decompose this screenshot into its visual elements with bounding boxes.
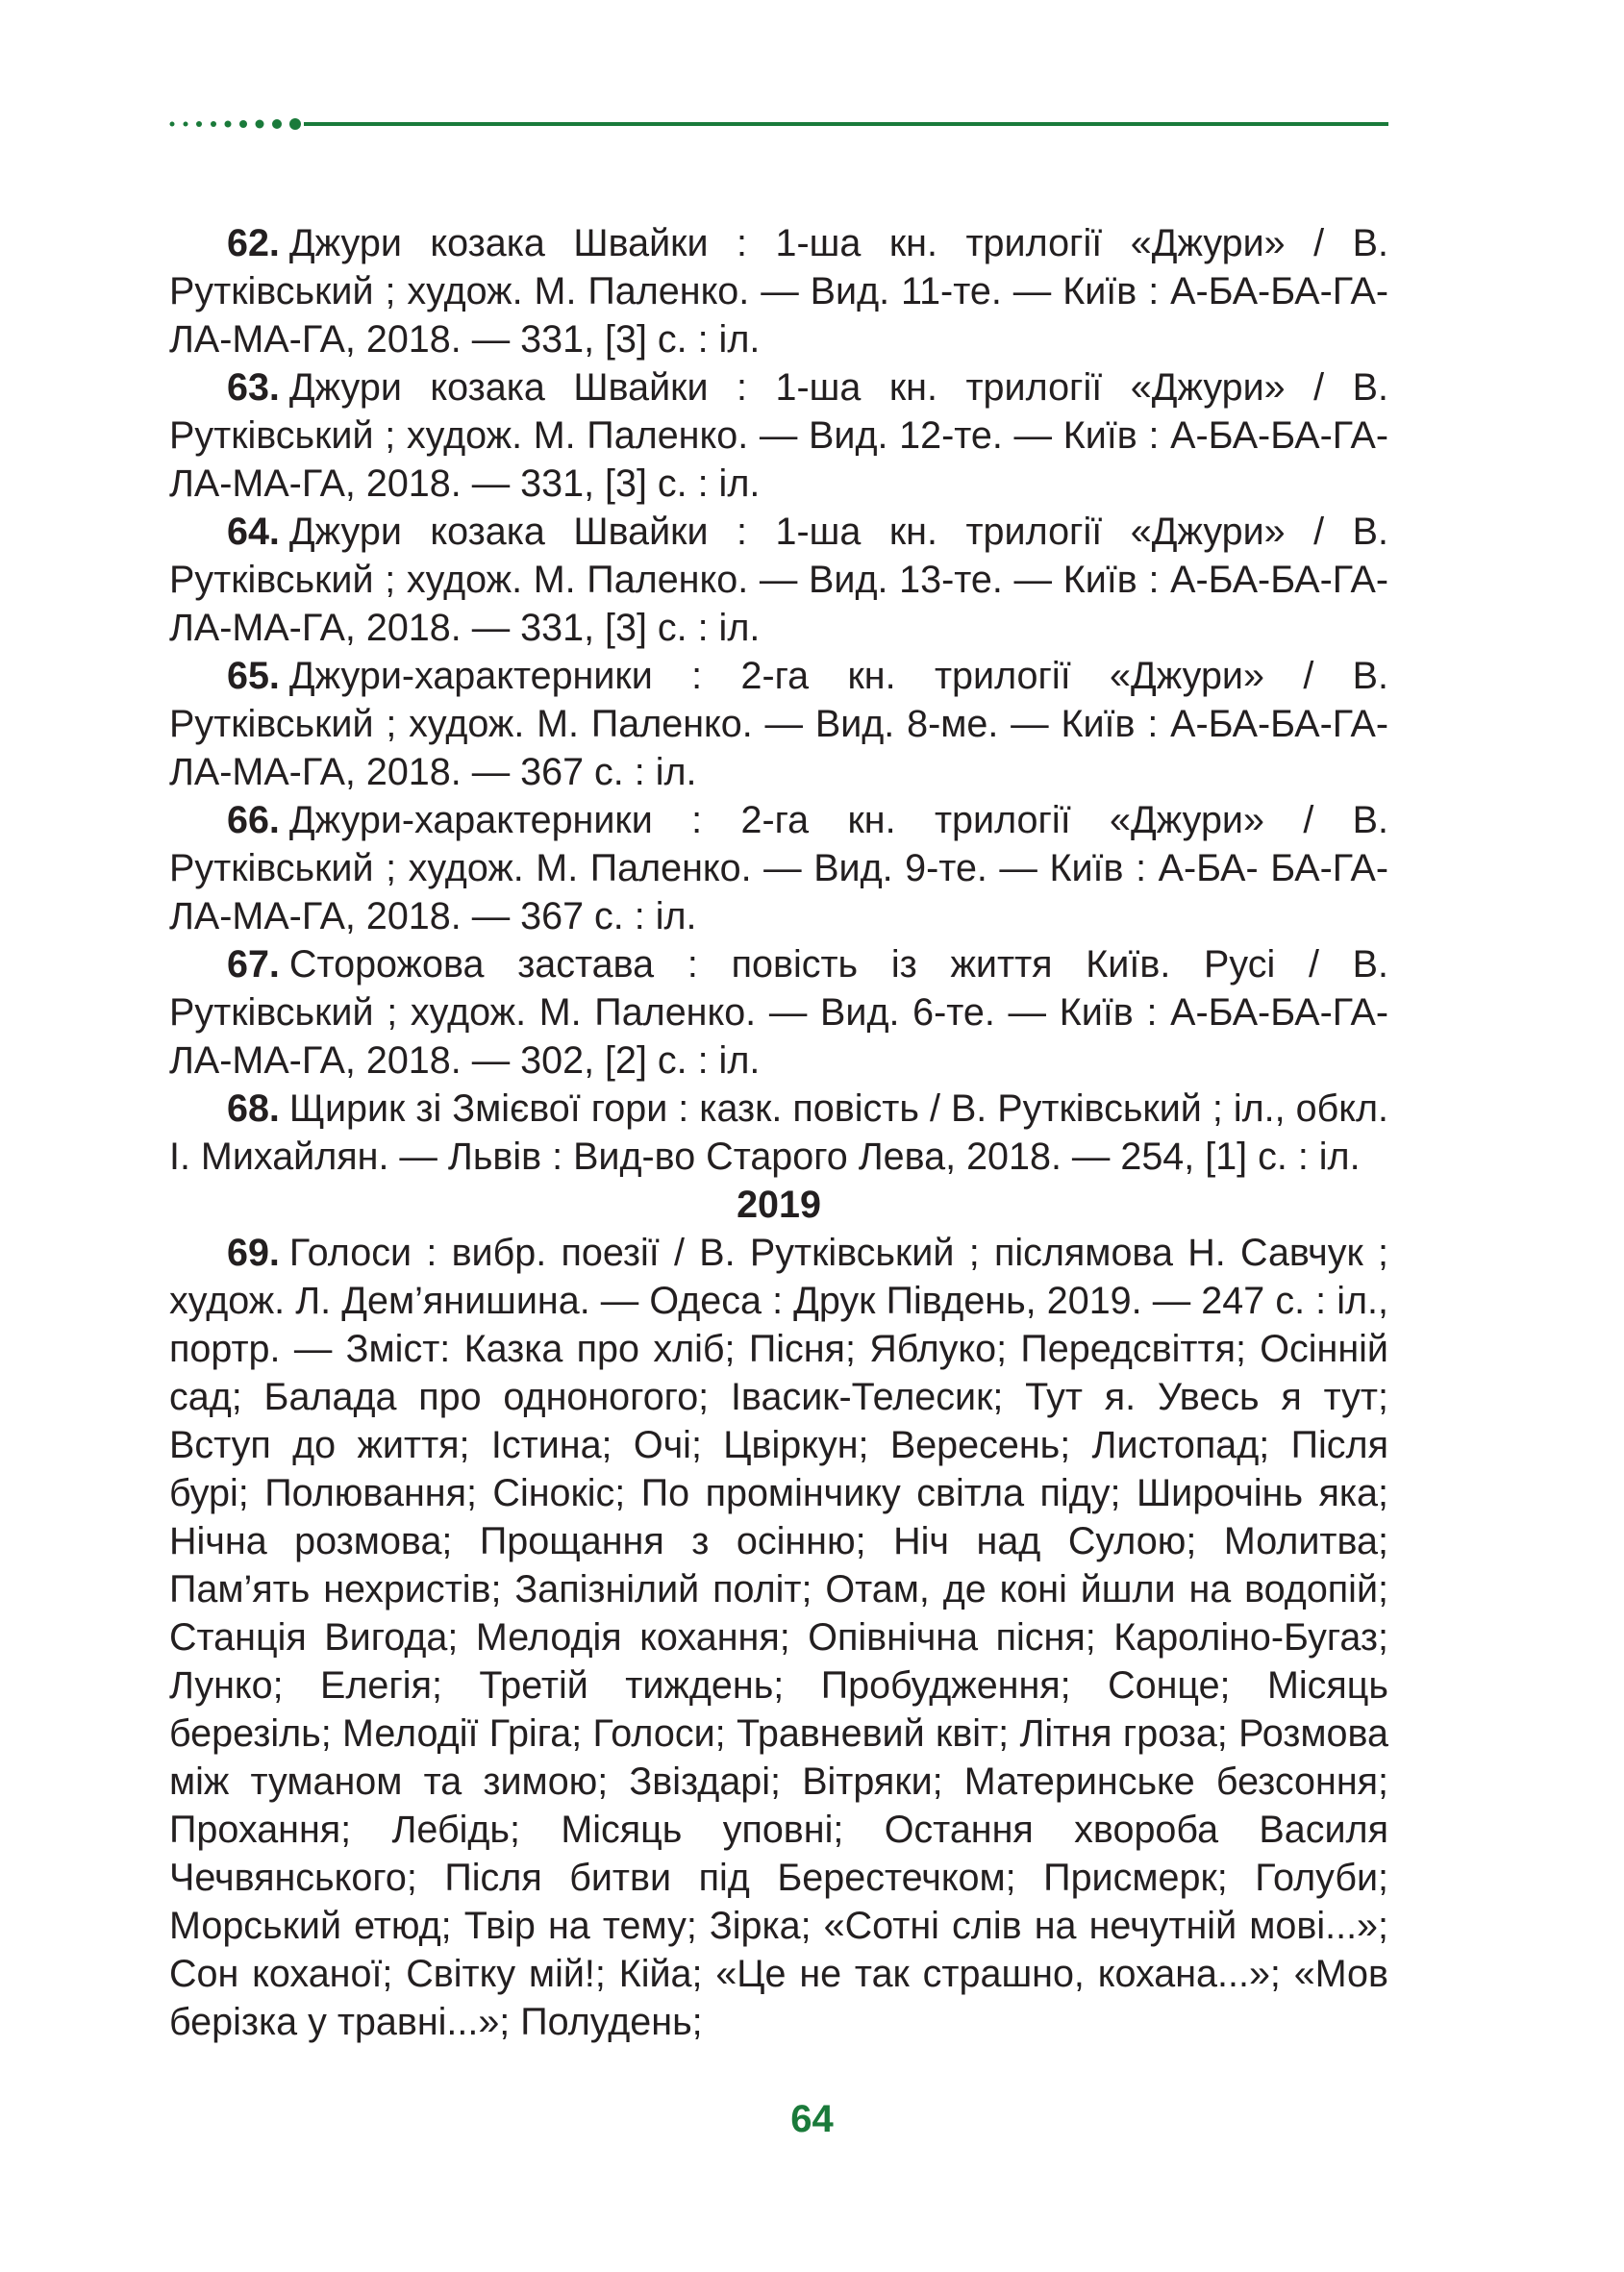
entry-63 <box>169 363 1388 508</box>
entry-67 <box>169 940 1388 1085</box>
entry-number: 67. <box>227 943 280 986</box>
entry-text: Сторожова застава : повість із життя Київ. Русі / В. Рутківський ; худож. М. Паленко. — Вид. 6-те. — Київ : А-БА-БА-ГА-ЛА-МА-ГА, 2018. — 302, [2] с. : іл. <box>169 943 1388 1082</box>
entry-text: Джури козака Швайки : 1-ша кн. трилогії «Джури» / В. Рутківський ; худож. М. Паленко. — Вид. 11-те. — Київ : А-БА-БА-ГА-ЛА-МА-ГА, 2018. — 331, [3] с. : іл. <box>169 222 1388 361</box>
entry-text: Джури-характерники : 2-га кн. трилогії «Джури» / В. Рутківський ; худож. М. Паленко. — Вид. 9-те. — Київ : А-БА- БА-ГА-ЛА-МА-ГА, 2018. — 367 с. : іл. <box>169 799 1388 937</box>
page-number: 64 <box>790 2098 834 2140</box>
entry-text: Джури козака Швайки : 1-ша кн. трилогії «Джури» / В. Рутківський ; худож. М. Паленко. — Вид. 12-те. — Київ : А-БА-БА-ГА-ЛА-МА-ГА, 2018. — 331, [3] с. : іл. <box>169 366 1388 505</box>
entry-text: Джури-характерники : 2-га кн. трилогії «Джури» / В. Рутківський ; худож. М. Паленко. — Вид. 8-ме. — Київ : А-БА-БА-ГА-ЛА-МА-ГА, 2018. — 367 с. : іл. <box>169 655 1388 793</box>
entry-number: 63. <box>227 366 280 409</box>
entry-number: 68. <box>227 1087 280 1130</box>
year-heading: 2019 <box>737 1184 821 1226</box>
entry-text: Джури козака Швайки : 1-ша кн. трилогії «Джури» / В. Рутківський ; худож. М. Паленко. — Вид. 13-те. — Київ : А-БА-БА-ГА-ЛА-МА-ГА, 2018. — 331, [3] с. : іл. <box>169 511 1388 649</box>
entry-68 <box>169 1085 1388 1181</box>
entry-66 <box>169 796 1388 940</box>
entry-65 <box>169 652 1388 796</box>
entry-number: 66. <box>227 799 280 841</box>
bibliography-list <box>169 219 1388 2046</box>
entry-number: 64. <box>227 511 280 553</box>
entry-text: Щирик зі Змієвої гори : казк. повість / В. Рутківський ; іл., обкл. І. Михайлян. — Львів : Вид-во Старого Лева, 2018. — 254, [1] с. : іл. <box>169 1087 1388 1178</box>
entry-64 <box>169 508 1388 652</box>
header-dotted-line <box>169 113 1388 135</box>
entry-62 <box>169 219 1388 363</box>
entry-number: 65. <box>227 655 280 697</box>
entry-69 <box>169 1229 1388 2046</box>
entry-text: Голоси : вибр. поезії / В. Рутківський ; післямова Н. Савчук ; худож. Л. Дем’янишина. — Одеса : Друк Південь, 2019. — 247 с. : іл., портр. — Зміст: Казка про хліб; Пісня; Яблуко; Передсвіття; Осінній сад; Балада про одноногого; Івасик-Телесик; Тут я. Увесь я тут; Вступ до життя; Істина; Очі; Цвіркун; Вересень; Листопад; Після бурі; Полювання; Сінокіс; По промінчику світла піду; Широчінь яка; Нічна розмова; Прощання з осінню; Ніч над Сулою; Молитва; Пам’ять нехристів; Запізнілий політ; Отам, де коні йшли на водопій; Станція Вигода; Мелодія кохання; Опівнічна пісня; Кароліно-Бугаз; Лунко; Елегія; Третій тиждень; Пробудження; Сонце; Місяць березіль; Мелодії Гріга; Голоси; Травневий квіт; Літня гроза; Розмова між туманом та зимою; Звіздарі; Вітряки; Материнське безсоння; Прохання; Лебідь; Місяць уповні; Остання хвороба Василя Чечвянського; Після битви під Берестечком; Присмерк; Голуби; Морський етюд; Твір на тему; Зірка; «Сотні слів на нечутній мові...»; Сон коханої; Світку мій!; Кійа; «Це не так страшно, кохана...»; «Мов берізка у травні...»; Полудень; <box>169 1232 1388 2043</box>
entry-number: 62. <box>227 222 280 264</box>
entry-number: 69. <box>227 1232 280 1274</box>
header-rule <box>169 113 1388 135</box>
